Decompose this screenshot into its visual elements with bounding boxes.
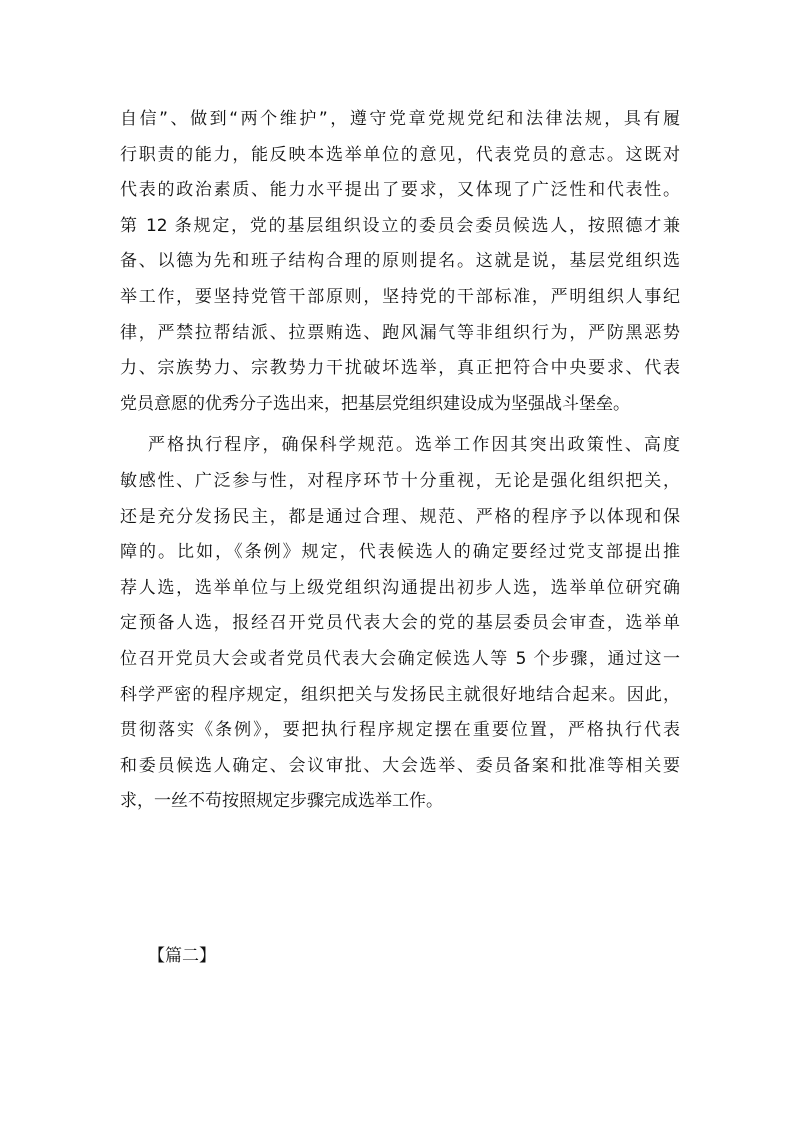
text-line: 行职责的能力，能反映本选举单位的意见，代表党员的意志。这既对 [120, 144, 680, 165]
text-line: 自信”、做到“两个维护”，遵守党章党规党纪和法律法规，具有履 [120, 109, 680, 129]
text-line: 代表的政治素质、能力水平提出了要求，又体现了广泛性和代表性。 [120, 180, 680, 201]
text-line: 障的。比如，《条例》规定，代表候选人的确定要经过党支部提出推 [120, 542, 680, 563]
text-line: 科学严密的程序规定，组织把关与发扬民主就很好地结合起来。因此， [120, 684, 680, 705]
text-line: 备、以德为先和班子结构合理的原则提名。这就是说，基层党组织选 [120, 251, 680, 272]
paragraph-2 [120, 428, 680, 820]
text-line: 力、宗族势力、宗教势力干扰破坏选举，真正把符合中央要求、代表 [120, 358, 680, 379]
text-line: 求，一丝不苟按照规定步骤完成选举工作。 [120, 791, 443, 812]
text-line: 定预备人选，报经召开党员代表大会的党的基层委员会审查，选举单 [120, 613, 680, 634]
text-line: 律，严禁拉帮结派、拉票贿选、跑风漏气等非组织行为，严防黑恶势 [120, 322, 680, 343]
text-line: 位召开党员大会或者党员代表大会确定候选人等 5 个步骤，通过这一 [120, 648, 680, 669]
text-line: 还是充分发扬民主，都是通过合理、规范、严格的程序予以体现和保 [120, 506, 680, 527]
paragraph-1 [120, 102, 680, 422]
text-line: 敏感性、广泛参与性，对程序环节十分重视，无论是强化组织把关， [120, 470, 680, 491]
text-line: 和委员候选人确定、会议审批、大会选举、委员备案和批准等相关要 [120, 755, 680, 776]
text-line: 严格执行程序，确保科学规范。选举工作因其突出政策性、高度 [148, 435, 680, 456]
body-text [120, 102, 680, 820]
text-line: 第 12 条规定，党的基层组织设立的委员会委员候选人，按照德才兼 [120, 215, 680, 236]
text-line: 贯彻落实《条例》，要把执行程序规定摆在重要位置，严格执行代表 [120, 720, 680, 741]
text-line: 举工作，要坚持党管干部原则，坚持党的干部标准，严明组织人事纪 [120, 286, 680, 307]
text-line: 荐人选，选举单位与上级党组织沟通提出初步人选，选举单位研究确 [120, 577, 680, 598]
text-line: 党员意愿的优秀分子选出来，把基层党组织建设成为坚强战斗堡垒。 [120, 393, 630, 414]
section-heading: 【篇二】 [148, 946, 216, 966]
